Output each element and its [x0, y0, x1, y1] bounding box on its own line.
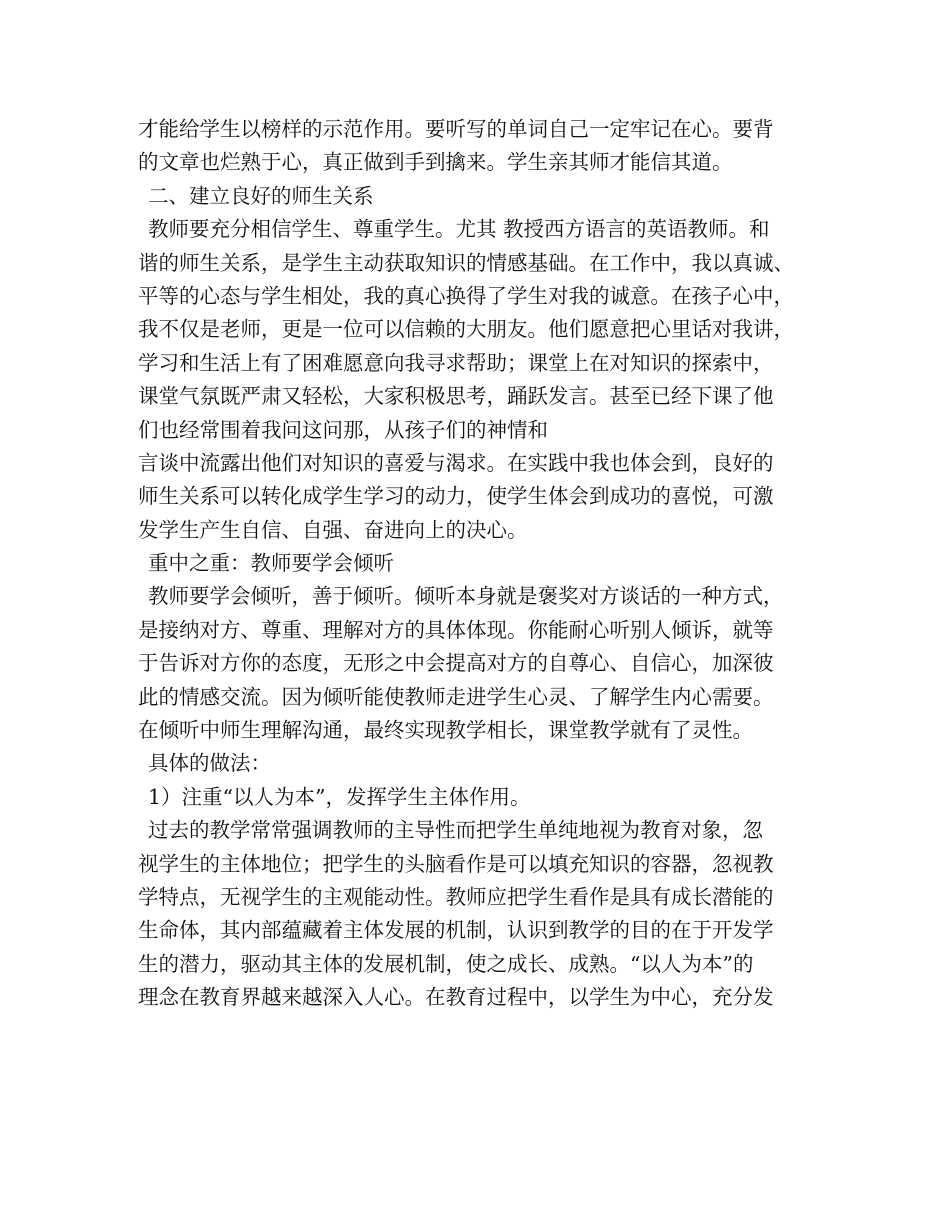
text-line: 们也经常围着我问这问那，从孩子们的神情和 [138, 417, 548, 442]
text-line: 学习和生活上有了困难愿意向我寻求帮助；课堂上在对知识的探索中， [138, 350, 774, 375]
subsection-heading: 具体的做法： [148, 751, 271, 776]
text-line: 发学生产生自信、自强、奋进向上的决心。 [138, 517, 528, 542]
section-heading: 二、建立良好的师生关系 [148, 183, 374, 208]
text-line: 言谈中流露出他们对知识的喜爱与渴求。在实践中我也体会到，良好的 [138, 450, 774, 475]
text-line: 的文章也烂熟于心，真正做到手到擒来。学生亲其师才能信其道。 [138, 150, 733, 175]
text-line: 学特点，无视学生的主观能动性。教师应把学生看作是具有成长潜能的 [138, 884, 774, 909]
text-line: 此的情感交流。因为倾听能使教师走进学生心灵、了解学生内心需要。 [138, 684, 774, 709]
text-line: 我不仅是老师，更是一位可以信赖的大朋友。他们愿意把心里话对我讲， [138, 317, 794, 342]
text-line: 平等的心态与学生相处，我的真心换得了学生对我的诚意。在孩子心中， [138, 283, 794, 308]
text-line: 谐的师生关系，是学生主动获取知识的情感基础。在工作中，我以真诚、 [138, 250, 794, 275]
text-line: 理念在教育界越来越深入人心。在教育过程中，以学生为中心，充分发 [138, 985, 774, 1010]
paragraph-start-line: 教师要学会倾听，善于倾听。倾听本身就是褒奖对方谈话的一种方式， [148, 584, 784, 609]
text-line: 生的潜力，驱动其主体的发展机制，使之成长、成熟。“以人为本”的 [138, 951, 754, 976]
section-heading: 重中之重：教师要学会倾听 [148, 551, 394, 576]
paragraph-start-line: 教师要充分相信学生、尊重学生。尤其 教授西方语言的英语教师。和 [148, 217, 770, 242]
text-line: 课堂气氛既严肃又轻松，大家积极思考，踊跃发言。甚至已经下课了他 [138, 384, 774, 409]
text-line: 视学生的主体地位；把学生的头脑看作是可以填充知识的容器，忽视教 [138, 851, 774, 876]
list-item-heading: 1）注重“以人为本”，发挥学生主体作用。 [148, 784, 531, 809]
text-line: 才能给学生以榜样的示范作用。要听写的单词自己一定牢记在心。要背 [138, 117, 774, 141]
text-line: 在倾听中师生理解沟通，最终实现教学相长，课堂教学就有了灵性。 [138, 718, 753, 743]
document-body [138, 113, 828, 1015]
text-line: 生命体，其内部蕴藏着主体发展的机制，认识到教学的目的在于开发学 [138, 918, 774, 943]
text-line: 是接纳对方、尊重、理解对方的具体体现。你能耐心听别人倾诉，就等 [138, 617, 774, 642]
text-line: 于告诉对方你的态度，无形之中会提高对方的自尊心、自信心，加深彼 [138, 651, 774, 676]
paragraph-start-line: 过去的教学常常强调教师的主导性而把学生单纯地视为教育对象，忽 [148, 818, 763, 843]
text-line: 师生关系可以转化成学生学习的动力，使学生体会到成功的喜悦，可激 [138, 484, 774, 509]
